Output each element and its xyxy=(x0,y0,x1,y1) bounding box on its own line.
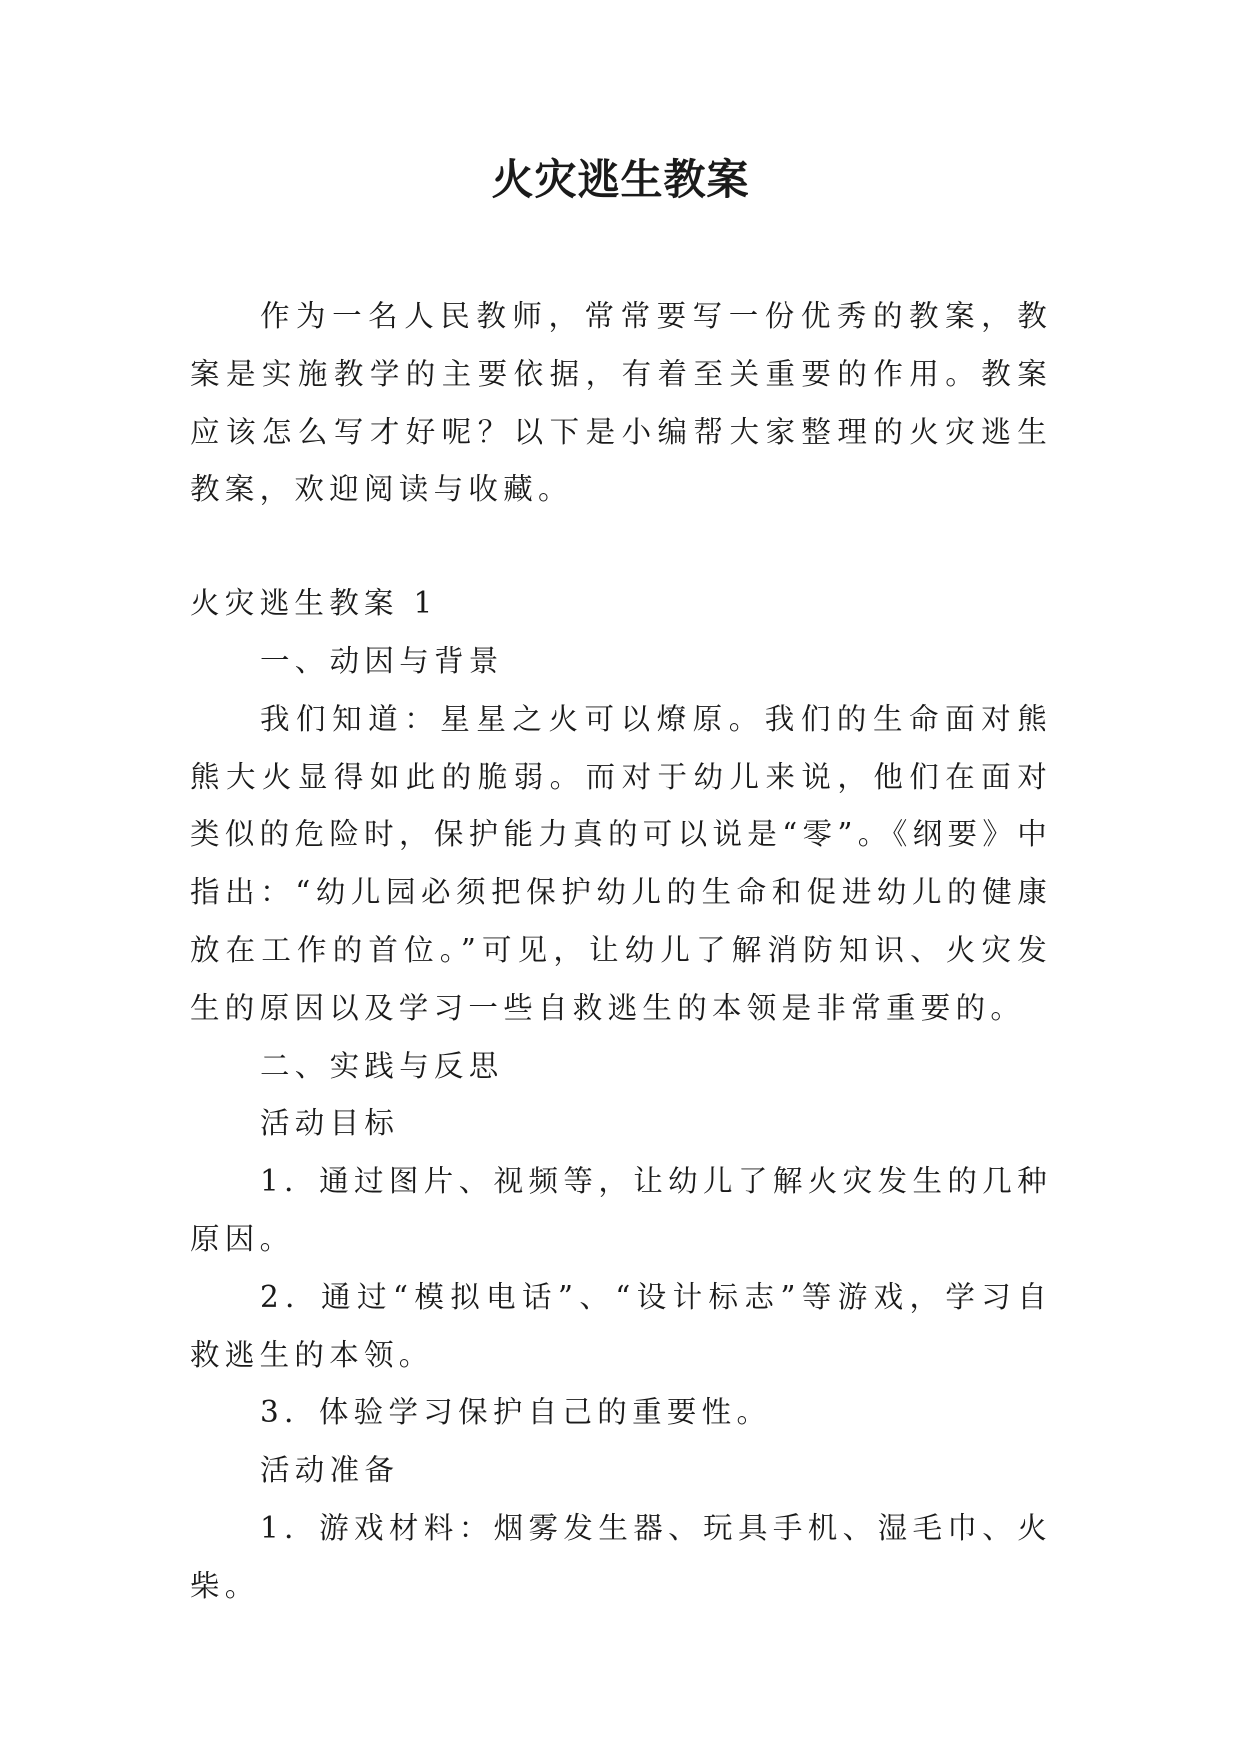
goal-item: 3．体验学习保护自己的重要性。 xyxy=(260,1395,772,1430)
goals-heading: 活动目标 xyxy=(260,1106,400,1141)
heading-practice: 二、实践与反思 xyxy=(260,1048,504,1083)
document-title: 火灾逃生教案 xyxy=(491,155,750,204)
background-paragraph: 我们知道：星星之火可以燎原。我们的生命面对熊熊大火显得如此的脆弱。而对于幼儿来说，他们在面对类似的危险时，保护能力真的可以说是“零”。《纲要》中指出：“幼儿园必须把保护幼儿的生命和促进幼儿的健康放在工作的首位。”可见，让幼儿了解消防知识、火灾发生的原因以及学习一些自救逃生的本领是非常重要的。 xyxy=(190,701,1052,1025)
section-title: 火灾逃生教案 1 xyxy=(190,586,438,621)
prep-item: 1．游戏材料：烟雾发生器、玩具手机、湿毛巾、火柴。 xyxy=(190,1510,1052,1603)
goal-item: 2．通过“模拟电话”、“设计标志”等游戏，学习自救逃生的本领。 xyxy=(190,1279,1052,1372)
heading-motivation: 一、动因与背景 xyxy=(260,643,504,678)
document-body xyxy=(190,288,1052,1616)
intro-paragraph: 作为一名人民教师，常常要写一份优秀的教案，教案是实施教学的主要依据，有着至关重要的作用。教案应该怎么写才好呢？以下是小编帮大家整理的火灾逃生教案，欢迎阅读与收藏。 xyxy=(190,299,1052,507)
prep-heading: 活动准备 xyxy=(260,1453,400,1488)
goal-item: 1．通过图片、视频等，让幼儿了解火灾发生的几种原因。 xyxy=(190,1164,1052,1256)
